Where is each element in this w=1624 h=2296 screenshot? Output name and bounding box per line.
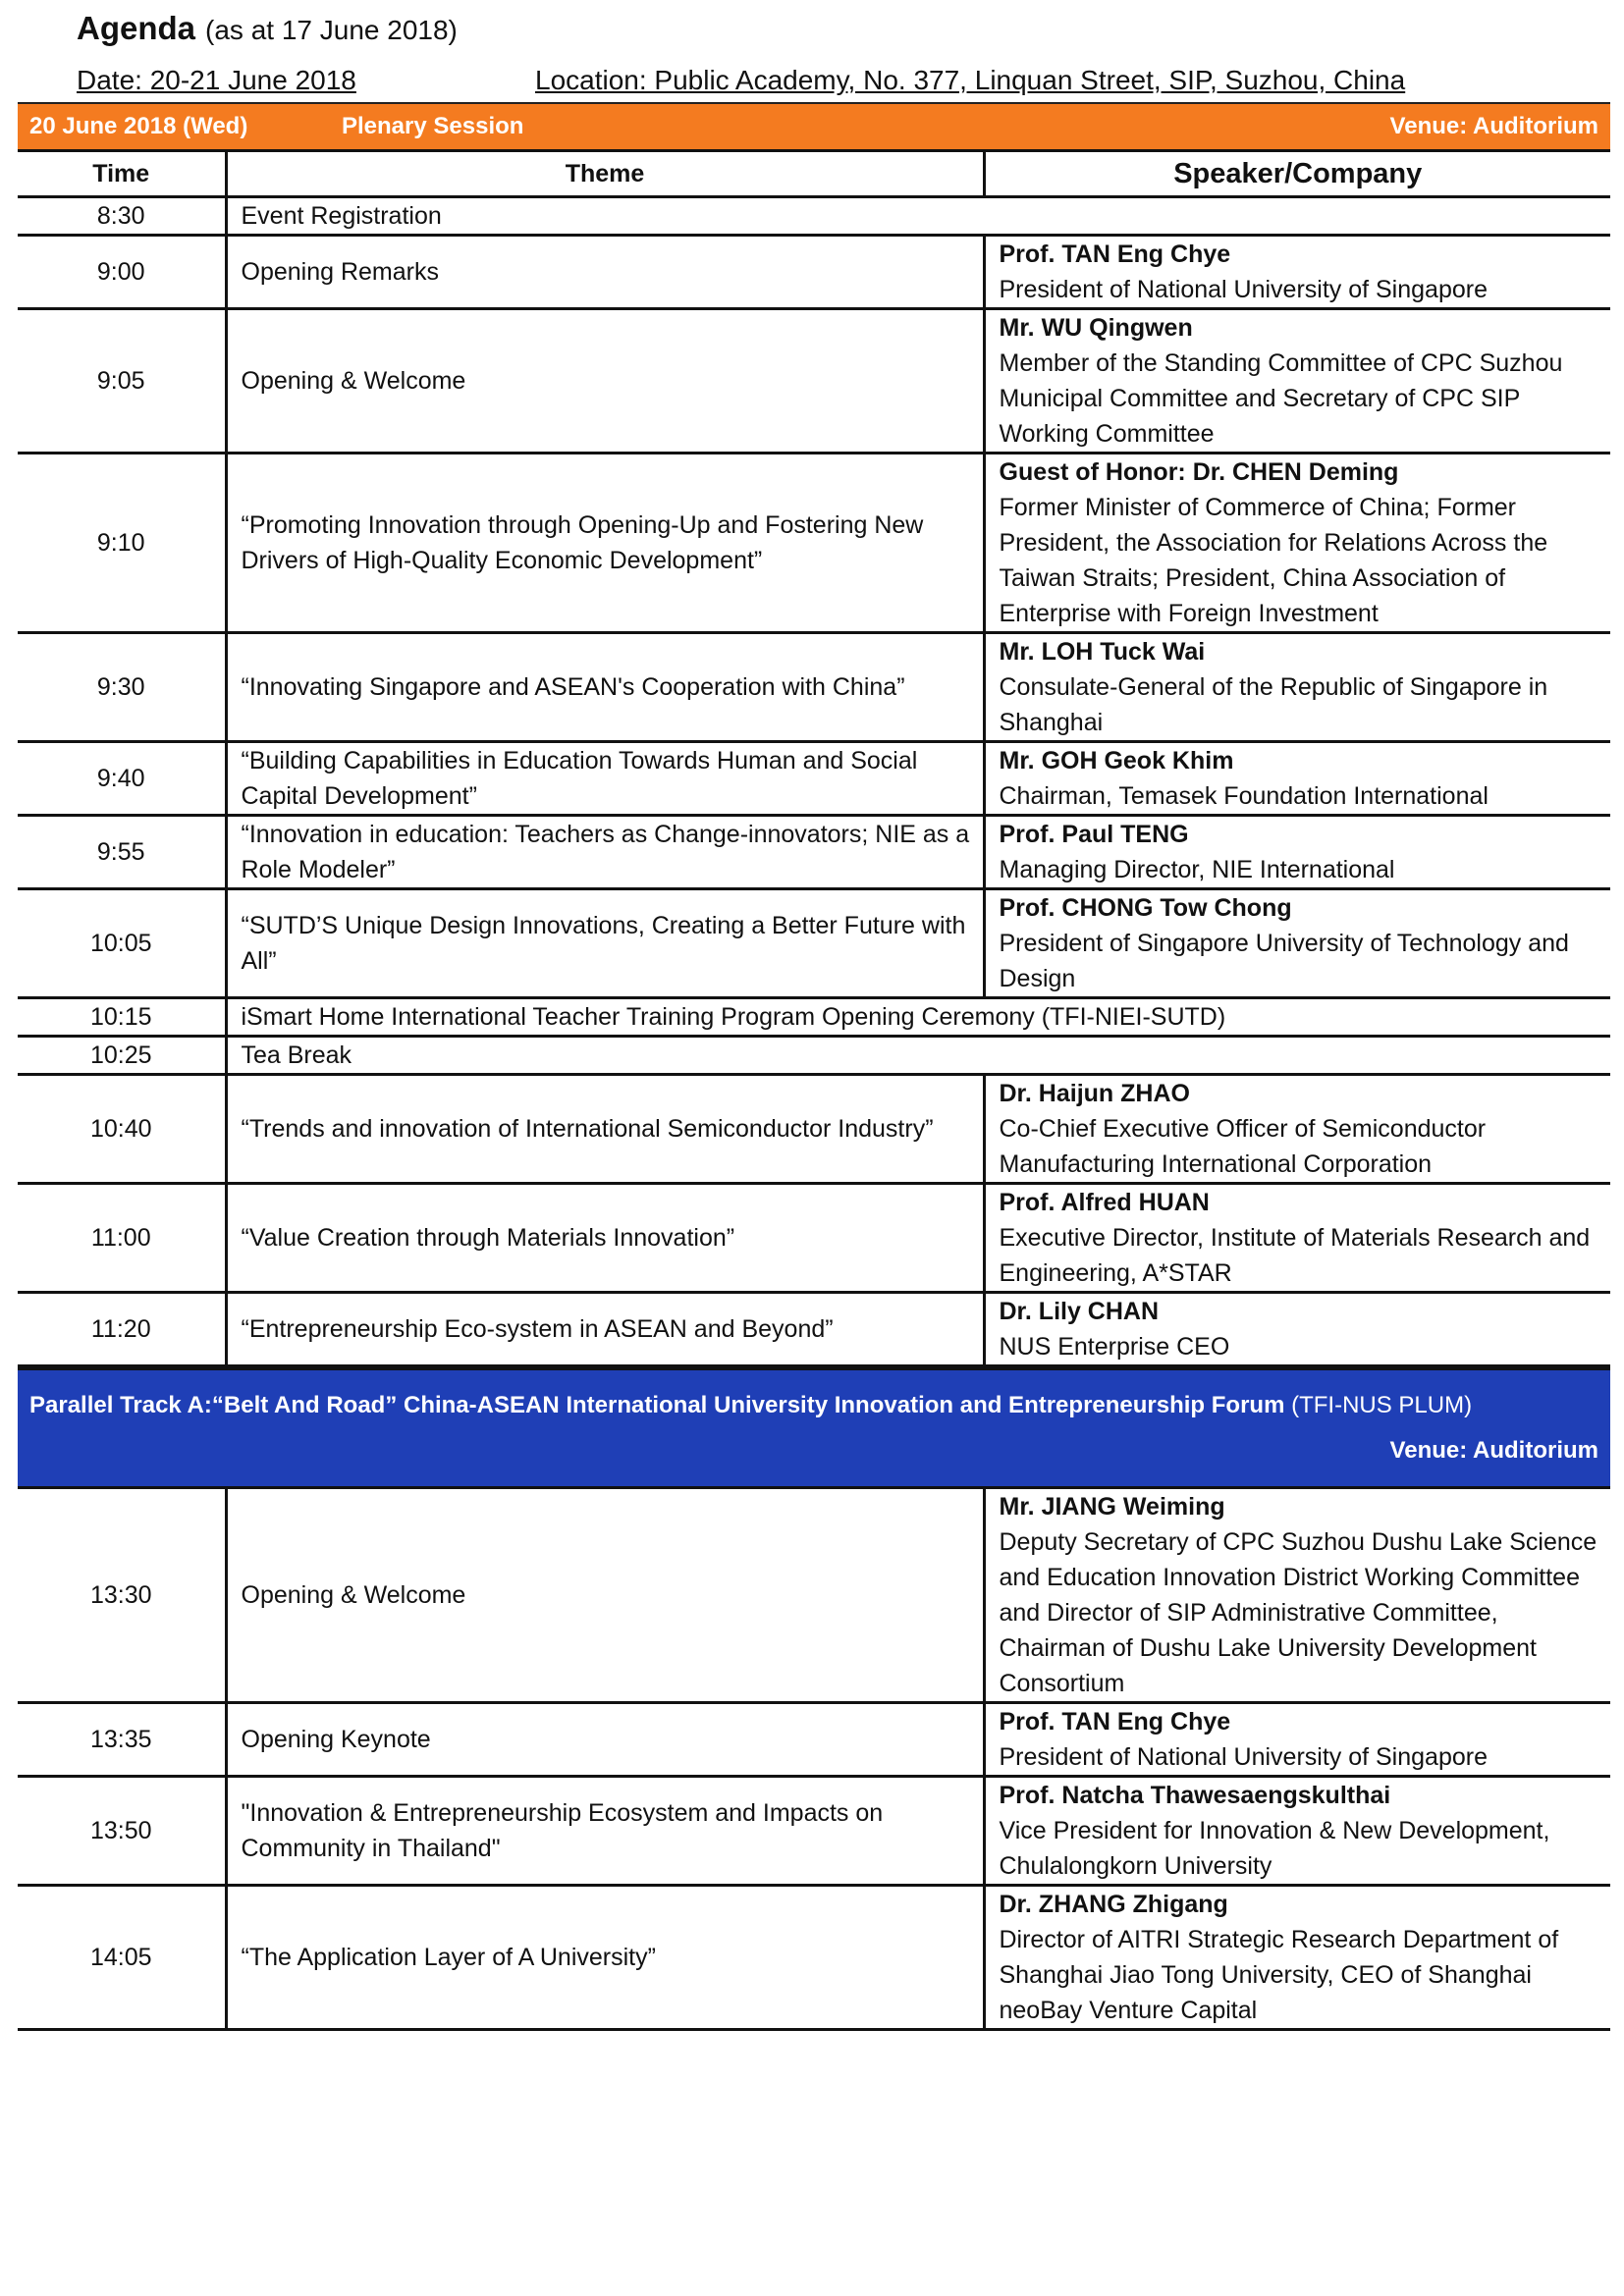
speaker-column-header: Speaker/Company (984, 151, 1610, 197)
speaker-name: Prof. Paul TENG (999, 821, 1189, 848)
row-speaker (984, 1075, 1610, 1184)
row-time: 13:50 (18, 1777, 226, 1886)
table-row (18, 1037, 1610, 1075)
speaker-role: Former Minister of Commerce of China; Former President, the Association for Relations Across the Taiwan Straits; President, China Association of Enterprise with Foreign Investment (999, 494, 1548, 627)
row-theme: “Innovating Singapore and ASEAN's Cooperation with China” (226, 633, 984, 742)
speaker-name: Prof. Natcha Thawesaengskulthai (999, 1782, 1391, 1809)
speaker-role: Chairman, Temasek Foundation International (999, 782, 1489, 810)
row-theme: iSmart Home International Teacher Training Program Opening Ceremony (TFI-NIEI-SUTD) (226, 998, 1610, 1037)
row-theme: "Innovation & Entrepreneurship Ecosystem and Impacts on Community in Thailand" (226, 1777, 984, 1886)
speaker-name: Prof. TAN Eng Chye (999, 240, 1231, 268)
track-table (18, 1489, 1610, 2031)
row-time: 11:00 (18, 1184, 226, 1293)
table-row (18, 1293, 1610, 1366)
row-theme: Opening & Welcome (226, 1489, 984, 1703)
table-row (18, 1184, 1610, 1293)
table-row (18, 889, 1610, 998)
speaker-role: Vice President for Innovation & New Development, Chulalongkorn University (999, 1817, 1550, 1880)
table-header-row (18, 151, 1610, 197)
speaker-role: Co-Chief Executive Officer of Semiconductor Manufacturing International Corporation (999, 1115, 1487, 1178)
speaker-role: Consulate-General of the Republic of Singapore in Shanghai (999, 673, 1548, 736)
row-time: 10:15 (18, 998, 226, 1037)
plenary-table (18, 149, 1610, 1367)
event-date: Date: 20-21 June 2018 (77, 65, 356, 95)
table-row (18, 197, 1610, 236)
row-time: 8:30 (18, 197, 226, 236)
table-row (18, 1489, 1610, 1703)
row-speaker (984, 236, 1610, 309)
speaker-name: Prof. TAN Eng Chye (999, 1708, 1231, 1735)
table-row (18, 1777, 1610, 1886)
speaker-role: Director of AITRI Strategic Research Department of Shanghai Jiao Tong University, CEO of Shanghai neoBay Venture Capital (999, 1926, 1559, 2024)
session-date: 20 June 2018 (Wed) (29, 113, 248, 139)
row-time: 9:00 (18, 236, 226, 309)
row-time: 9:55 (18, 816, 226, 889)
time-column-header: Time (18, 151, 226, 197)
speaker-name: Mr. JIANG Weiming (999, 1493, 1225, 1521)
row-speaker (984, 454, 1610, 633)
row-theme: “Building Capabilities in Education Towards Human and Social Capital Development” (226, 742, 984, 816)
row-time: 10:25 (18, 1037, 226, 1075)
table-row (18, 998, 1610, 1037)
speaker-name: Mr. LOH Tuck Wai (999, 638, 1206, 666)
row-speaker (984, 1293, 1610, 1366)
row-time: 10:05 (18, 889, 226, 998)
row-theme: “Value Creation through Materials Innovation” (226, 1184, 984, 1293)
speaker-role: Managing Director, NIE International (999, 856, 1395, 883)
row-theme: “Entrepreneurship Eco-system in ASEAN and Beyond” (226, 1293, 984, 1366)
row-theme: Opening Remarks (226, 236, 984, 309)
row-time: 10:40 (18, 1075, 226, 1184)
track-title-line (29, 1392, 1472, 1419)
row-time: 9:10 (18, 454, 226, 633)
agenda-page (18, 10, 1610, 2031)
speaker-role: Deputy Secretary of CPC Suzhou Dushu Lake Science and Education Innovation District Working Committee and Director of SIP Administrative Committee, Chairman of Dushu Lake University Development Consortium (999, 1528, 1597, 1697)
speaker-role: Executive Director, Institute of Materials Research and Engineering, A*STAR (999, 1224, 1591, 1287)
row-time: 9:05 (18, 309, 226, 454)
agenda-heading (77, 10, 1610, 51)
speaker-name: Dr. ZHANG Zhigang (999, 1891, 1228, 1918)
plenary-session-bar (18, 102, 1610, 149)
row-time: 9:30 (18, 633, 226, 742)
table-row (18, 633, 1610, 742)
row-time: 14:05 (18, 1886, 226, 2030)
row-theme: “SUTD’S Unique Design Innovations, Creating a Better Future with All” (226, 889, 984, 998)
page-subtitle: (as at 17 June 2018) (205, 15, 458, 45)
row-time: 11:20 (18, 1293, 226, 1366)
row-theme: “Innovation in education: Teachers as Change-innovators; NIE as a Role Modeler” (226, 816, 984, 889)
session-venue: Venue: Auditorium (1389, 113, 1598, 139)
event-location: Location: Public Academy, No. 377, Linquan Street, SIP, Suzhou, China (535, 65, 1406, 95)
row-theme: “Promoting Innovation through Opening-Up and Fostering New Drivers of High-Quality Economic Development” (226, 454, 984, 633)
speaker-name: Mr. WU Qingwen (999, 314, 1193, 342)
speaker-name: Mr. GOH Geok Khim (999, 747, 1234, 774)
table-row (18, 742, 1610, 816)
row-speaker (984, 633, 1610, 742)
speaker-name: Dr. Lily CHAN (999, 1298, 1160, 1325)
table-row (18, 454, 1610, 633)
row-speaker (984, 1777, 1610, 1886)
speaker-name: Prof. CHONG Tow Chong (999, 894, 1292, 922)
row-theme: Tea Break (226, 1037, 1610, 1075)
track-tag: (TFI-NUS PLUM) (1291, 1392, 1473, 1418)
row-theme: Opening Keynote (226, 1703, 984, 1777)
speaker-role: President of National University of Singapore (999, 276, 1488, 303)
row-speaker (984, 1703, 1610, 1777)
row-speaker (984, 742, 1610, 816)
row-time: 13:35 (18, 1703, 226, 1777)
row-speaker (984, 816, 1610, 889)
speaker-name: Prof. Alfred HUAN (999, 1189, 1210, 1216)
event-meta (77, 51, 1610, 96)
row-speaker (984, 1886, 1610, 2030)
table-row (18, 1886, 1610, 2030)
row-theme: “The Application Layer of A University” (226, 1886, 984, 2030)
speaker-role: NUS Enterprise CEO (999, 1333, 1230, 1361)
table-row (18, 1075, 1610, 1184)
speaker-name: Dr. Haijun ZHAO (999, 1080, 1190, 1107)
row-time: 9:40 (18, 742, 226, 816)
row-speaker (984, 1184, 1610, 1293)
table-row (18, 309, 1610, 454)
speaker-role: President of Singapore University of Technology and Design (999, 930, 1569, 992)
table-row (18, 816, 1610, 889)
table-row (18, 1703, 1610, 1777)
parallel-track-bar (18, 1367, 1610, 1489)
page-title: Agenda (77, 10, 196, 46)
row-theme: Event Registration (226, 197, 1610, 236)
row-speaker (984, 309, 1610, 454)
row-theme: Opening & Welcome (226, 309, 984, 454)
row-speaker (984, 1489, 1610, 1703)
track-venue: Venue: Auditorium (1389, 1437, 1598, 1464)
row-theme: “Trends and innovation of International Semiconductor Industry” (226, 1075, 984, 1184)
row-time: 13:30 (18, 1489, 226, 1703)
speaker-role: President of National University of Singapore (999, 1743, 1488, 1771)
session-title: Plenary Session (342, 113, 524, 139)
track-title: Parallel Track A:“Belt And Road” China-ASEAN International University Innovation and Entrepreneurship Forum (29, 1392, 1285, 1418)
row-speaker (984, 889, 1610, 998)
speaker-name: Guest of Honor: Dr. CHEN Deming (999, 458, 1399, 486)
table-row (18, 236, 1610, 309)
theme-column-header: Theme (226, 151, 984, 197)
speaker-role: Member of the Standing Committee of CPC Suzhou Municipal Committee and Secretary of CPC SIP Working Committee (999, 349, 1563, 448)
